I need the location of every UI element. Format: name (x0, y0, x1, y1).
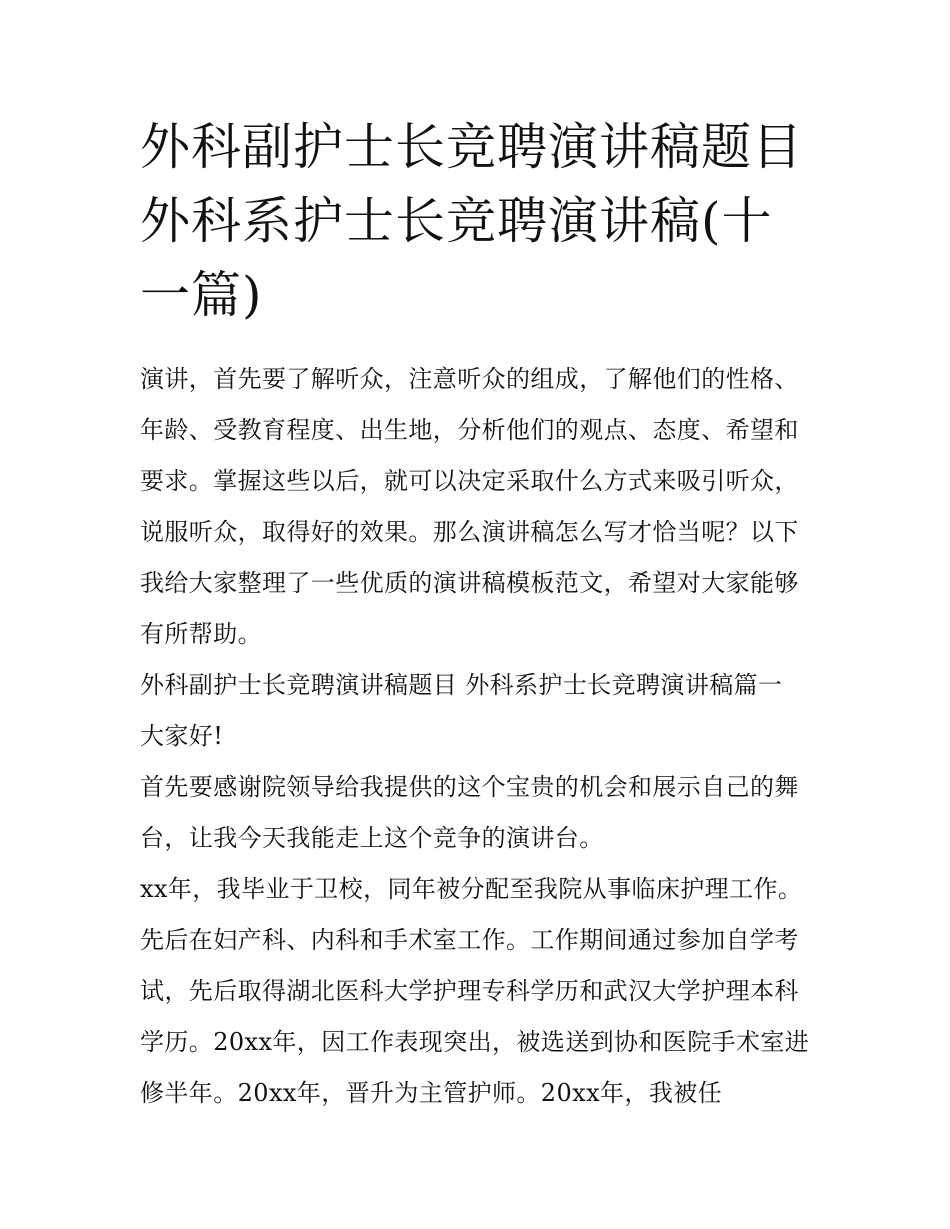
intro-paragraph: 演讲，首先要了解听众，注意听众的组成，了解他们的性格、年龄、受教育程度、出生地，分析他们的观点、态度、希望和要求。掌握这些以后，就可以决定采取什么方式来吸引听众，说服听众，取得好的效果。那么演讲稿怎么写才恰当呢？以下我给大家整理了一些优质的演讲稿模板范文，希望对大家能够有所帮助。 (140, 365, 799, 648)
thanks-paragraph: 首先要感谢院领导给我提供的这个宝贵的机会和展示自己的舞台，让我今天我能走上这个竞争的演讲台。 (140, 773, 799, 852)
document-body (140, 354, 815, 1119)
document-page (140, 110, 815, 1119)
greeting-paragraph: 大家好! (140, 722, 224, 750)
career-paragraph: xx年，我毕业于卫校，同年被分配至我院从事临床护理工作。先后在妇产科、内科和手术室工作。工作期间通过参加自学考试，先后取得湖北医科大学护理专科学历和武汉大学护理本科学历。20xx年，因工作表现突出，被选送到协和医院手术室进修半年。20xx年，晋升为主管护师。20xx年，我被任 (140, 875, 810, 1107)
section-heading: 外科副护士长竞聘演讲稿题目 外科系护士长竞聘演讲稿篇一 (140, 671, 783, 699)
document-title: 外科副护士长竞聘演讲稿题目 外科系护士长竞聘演讲稿(十一篇) (140, 118, 803, 324)
